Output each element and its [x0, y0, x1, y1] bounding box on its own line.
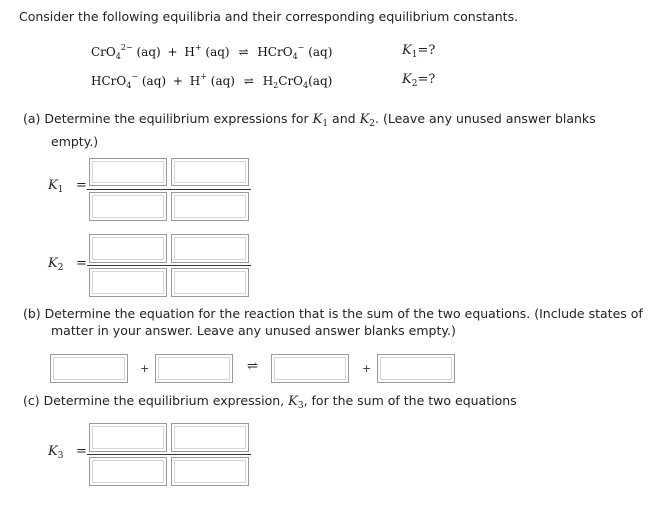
reaction-1-reactant-1: CrO$_4^{2-}$ (aq) — [91, 43, 161, 61]
plus-sign: + — [140, 362, 150, 375]
k3-numerator-2[interactable] — [171, 423, 249, 452]
plus-sign: + — [362, 362, 372, 375]
k2-numerator-1[interactable] — [89, 234, 167, 263]
k2-equals: = — [76, 256, 87, 271]
k2-label: $K_2$ — [48, 256, 64, 273]
reaction-1 — [91, 43, 332, 61]
reaction-2-product: $H_2CrO_4(aq)$ — [262, 74, 333, 90]
reaction-2-reactant-2: H+ (aq) — [189, 72, 235, 88]
k3-numerator-1[interactable] — [89, 423, 167, 452]
k1-numerator-1[interactable] — [89, 158, 167, 186]
k2-given: $K_2=$? — [402, 72, 436, 89]
k3-label: $K_3$ — [48, 444, 64, 461]
sum-product-1-input[interactable] — [271, 354, 349, 383]
k3-denominator-2[interactable] — [171, 457, 249, 486]
k3-fraction-bar — [87, 454, 251, 455]
k3-equals: = — [76, 444, 87, 459]
k1-given: $K_1=$? — [402, 43, 436, 60]
k3-denominator-1[interactable] — [89, 457, 167, 486]
k1-denominator-2[interactable] — [171, 192, 249, 221]
part-c-question: (c) Determine the equilibrium expression, $K_3$, for the sum of the two equations — [23, 393, 517, 411]
intro-text: Consider the following equilibria and their corresponding equilibrium constants. — [19, 9, 519, 24]
equilibrium-arrow: ⇌ — [238, 45, 249, 59]
reaction-2-reactant-1: HCrO$_4$− (aq) — [91, 72, 167, 90]
reaction-2 — [91, 72, 332, 90]
k2-denominator-2[interactable] — [171, 268, 249, 297]
reaction-1-reactant-2: H+ (aq) — [184, 43, 230, 59]
k1-equals: = — [76, 178, 87, 193]
part-b-question: (b) Determine the equation for the reaction that is the sum of the two equations. (Include states of matter in your answer. Leave any unused answer blanks empty.) — [23, 306, 643, 338]
sum-reactant-2-input[interactable] — [155, 354, 233, 383]
k2-denominator-1[interactable] — [89, 268, 167, 297]
sum-reactant-1-input[interactable] — [50, 354, 128, 383]
equilibrium-arrow: ⇌ — [243, 74, 254, 88]
k1-numerator-2[interactable] — [171, 158, 249, 186]
k1-label: $K_1$ — [48, 178, 64, 195]
plus-sign: + — [167, 45, 178, 59]
equilibrium-arrow: ⇌ — [247, 359, 258, 374]
k2-fraction-bar — [87, 265, 251, 266]
k1-denominator-1[interactable] — [89, 192, 167, 221]
plus-sign: + — [172, 74, 183, 88]
k1-fraction-bar — [87, 189, 251, 190]
part-a-question: (a) Determine the equilibrium expressions for $K_1$ and $K_2$. (Leave any unused answer blanks empty.) — [23, 111, 596, 149]
reaction-1-product: HCrO$_4$− (aq) — [257, 43, 333, 61]
k2-numerator-2[interactable] — [171, 234, 249, 263]
sum-product-2-input[interactable] — [377, 354, 455, 383]
